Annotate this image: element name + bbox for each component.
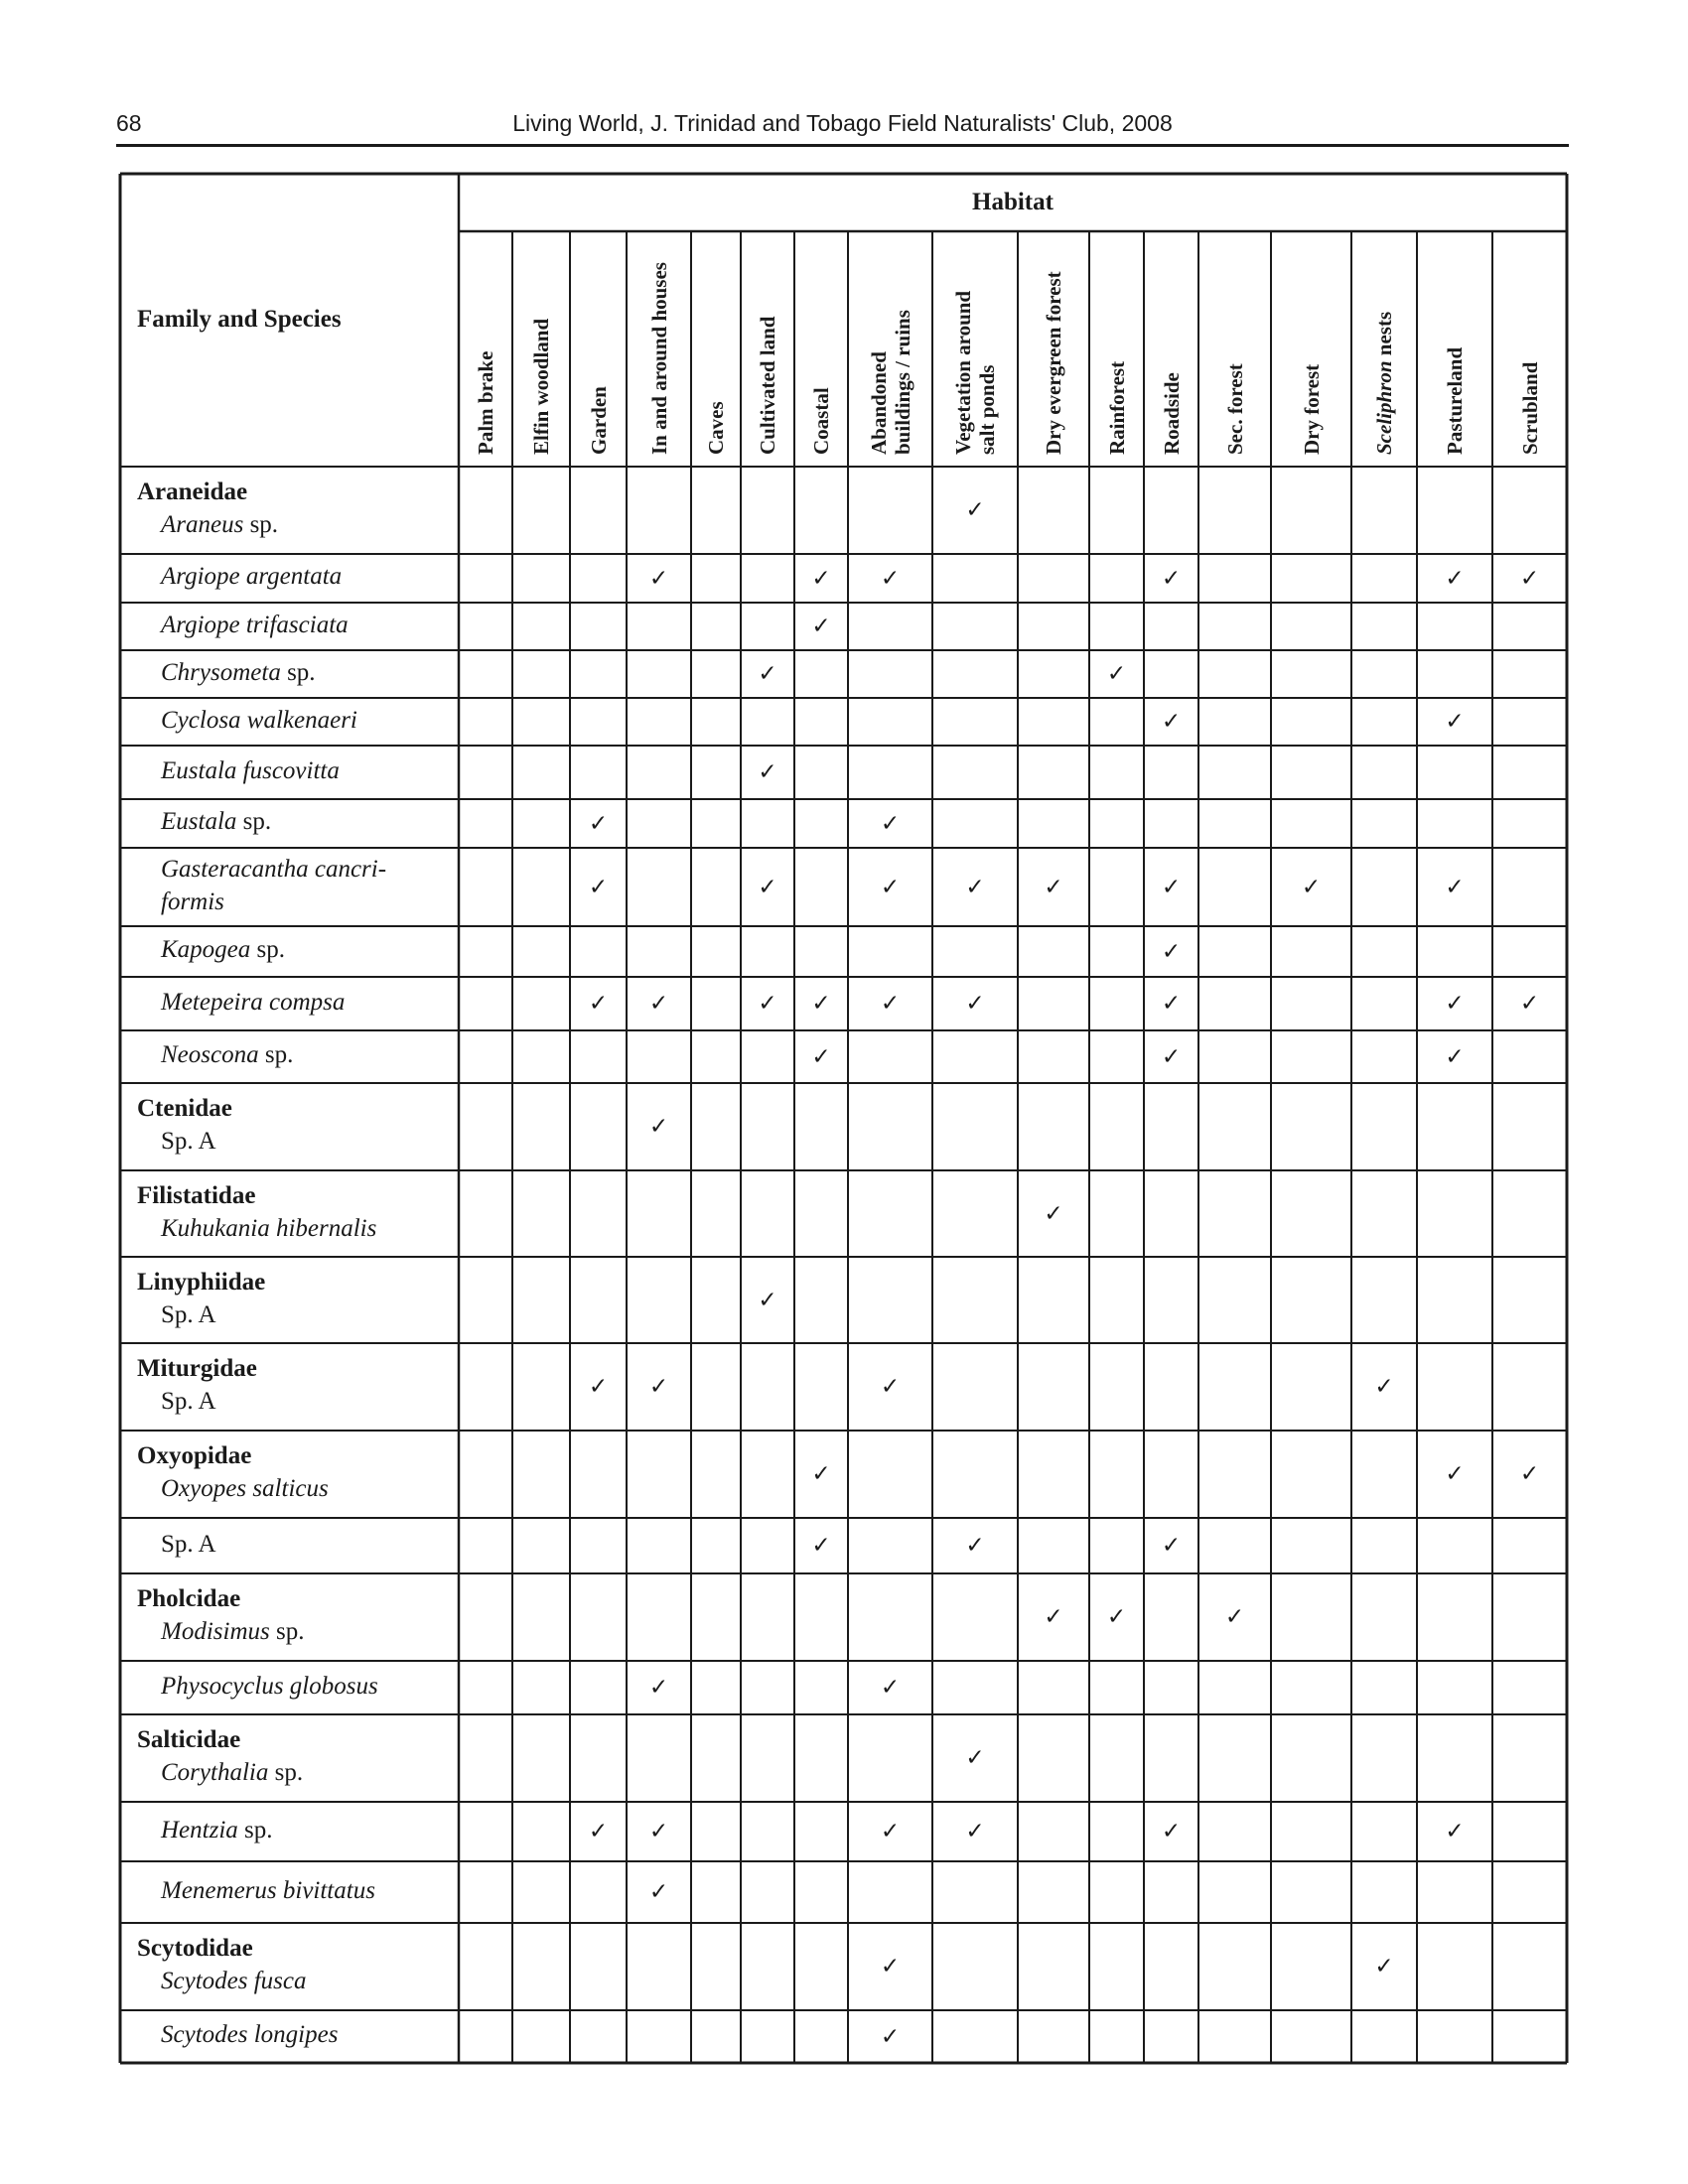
species-binomial: Cyclosa walkenaeri — [161, 706, 357, 734]
species-binomial: Argiope trifasciata — [161, 611, 349, 638]
check-mark: ✓ — [1161, 1043, 1182, 1070]
check-mark: ✓ — [1161, 874, 1182, 900]
column-label: Pastureland — [1443, 346, 1467, 455]
check-mark: ✓ — [1445, 991, 1465, 1017]
column-label: Garden — [586, 386, 611, 455]
column-label: Dry evergreen forest — [1042, 271, 1065, 455]
family-species-header: Family and Species — [137, 306, 342, 333]
check-mark: ✓ — [758, 874, 777, 900]
family-name: Miturgidae — [137, 1355, 257, 1382]
species-suffix: sp. — [243, 511, 279, 538]
species-name — [161, 612, 349, 639]
check-mark: ✓ — [880, 2023, 901, 2050]
check-mark: ✓ — [648, 565, 669, 592]
species-name — [161, 989, 345, 1017]
check-mark: ✓ — [1445, 1461, 1465, 1487]
species-binomial: Kuhukania hibernalis — [161, 1214, 377, 1242]
column-label: Sceliphron nests — [1372, 311, 1396, 455]
check-mark: ✓ — [648, 1374, 669, 1400]
species-binomial: Scytodes fusca — [161, 1968, 307, 1994]
column-label: In and around houses — [646, 262, 671, 455]
species-name — [161, 808, 271, 836]
species-name — [161, 1877, 375, 1905]
check-mark: ✓ — [811, 991, 831, 1017]
check-mark: ✓ — [1374, 1954, 1394, 1979]
species-name — [161, 936, 285, 964]
check-mark: ✓ — [880, 991, 901, 1017]
species-name — [161, 2021, 338, 2049]
check-mark: ✓ — [648, 1819, 669, 1844]
family-name: Ctenidae — [137, 1095, 232, 1122]
check-mark: ✓ — [588, 1374, 609, 1400]
check-mark: ✓ — [758, 759, 777, 785]
check-mark: ✓ — [1519, 565, 1540, 592]
check-mark: ✓ — [880, 1374, 901, 1400]
species-suffix: sp. — [250, 936, 286, 963]
column-label: Coastal — [809, 387, 833, 455]
species-name — [161, 1301, 216, 1329]
column-label: Caves — [704, 401, 728, 455]
check-mark: ✓ — [965, 1745, 985, 1771]
check-mark: ✓ — [588, 874, 609, 900]
species-name — [161, 888, 224, 916]
family-name: Oxyopidae — [137, 1442, 252, 1469]
species-binomial: Kapogea — [161, 936, 251, 963]
check-mark: ✓ — [880, 1954, 901, 1979]
family-name: Araneidae — [137, 478, 248, 505]
check-mark: ✓ — [811, 1043, 831, 1070]
species-name — [161, 707, 357, 735]
species-binomial: Chrysometa — [161, 658, 281, 686]
species-name — [161, 563, 342, 591]
species-name — [161, 757, 340, 785]
species-suffix: sp. — [280, 658, 316, 686]
check-mark: ✓ — [1445, 709, 1465, 735]
species-name — [161, 1618, 304, 1646]
check-mark: ✓ — [1161, 1533, 1182, 1559]
species-suffix: Sp. A — [161, 1128, 216, 1155]
species-name — [161, 1817, 273, 1844]
species-binomial: Corythalia — [161, 1759, 269, 1786]
check-mark: ✓ — [965, 497, 985, 523]
check-mark: ✓ — [880, 1819, 901, 1844]
species-binomial: Modisimus — [161, 1618, 270, 1645]
species-binomial: Oxyopes salticus — [161, 1475, 329, 1502]
check-mark: ✓ — [965, 874, 985, 900]
family-name: Salticidae — [137, 1726, 241, 1753]
species-name — [161, 659, 316, 687]
species-name — [161, 1388, 216, 1416]
column-label: Scrubland — [1517, 361, 1542, 455]
species-name — [161, 856, 386, 884]
species-name — [161, 1759, 303, 1787]
check-mark: ✓ — [880, 810, 901, 837]
check-mark: ✓ — [588, 1819, 609, 1844]
species-binomial: Scytodes longipes — [161, 2021, 339, 2048]
column-label: Cultivated land — [756, 316, 779, 455]
check-mark: ✓ — [588, 810, 609, 837]
species-suffix: Sp. A — [161, 1300, 216, 1328]
column-label: Sec. forest — [1222, 363, 1247, 455]
check-mark: ✓ — [1106, 1604, 1127, 1630]
species-suffix: Sp. A — [161, 1530, 216, 1558]
species-name — [161, 1128, 216, 1156]
species-suffix: sp. — [269, 1618, 305, 1645]
check-mark: ✓ — [1374, 1374, 1394, 1400]
species-binomial: Argiope argentata — [161, 563, 343, 590]
check-mark: ✓ — [1044, 1604, 1063, 1630]
check-mark: ✓ — [1161, 565, 1182, 592]
page-number: 68 — [116, 110, 142, 136]
column-label-italic: Sceliphron — [1372, 360, 1396, 455]
column-label: buildings / ruins — [890, 310, 914, 455]
check-mark: ✓ — [1445, 1819, 1465, 1844]
column-label: Palm brake — [474, 350, 497, 455]
check-mark: ✓ — [1301, 874, 1322, 900]
check-mark: ✓ — [811, 1461, 831, 1487]
species-binomial: Eustala fuscovitta — [161, 756, 340, 784]
check-mark: ✓ — [811, 1533, 831, 1559]
check-mark: ✓ — [588, 991, 609, 1017]
check-mark: ✓ — [1161, 709, 1182, 735]
species-binomial: Menemerus bivittatus — [161, 1876, 375, 1904]
species-suffix: sp. — [258, 1041, 294, 1068]
family-name: Linyphiidae — [137, 1268, 266, 1296]
check-mark: ✓ — [758, 1287, 777, 1313]
check-mark: ✓ — [758, 661, 777, 687]
check-mark: ✓ — [1161, 991, 1182, 1017]
species-binomial: Metepeira compsa — [161, 988, 346, 1016]
column-label: salt ponds — [975, 364, 999, 455]
species-name — [161, 1673, 378, 1701]
species-name — [161, 1215, 376, 1243]
check-mark: ✓ — [1445, 874, 1465, 900]
species-suffix: sp. — [268, 1759, 304, 1786]
species-name — [161, 1968, 306, 1995]
habitat-header: Habitat — [972, 189, 1054, 215]
check-mark: ✓ — [1519, 991, 1540, 1017]
column-label: Roadside — [1159, 372, 1184, 455]
check-mark: ✓ — [880, 874, 901, 900]
check-mark: ✓ — [1445, 565, 1465, 592]
check-mark: ✓ — [1161, 1819, 1182, 1844]
check-mark: ✓ — [965, 991, 985, 1017]
check-mark: ✓ — [1519, 1461, 1540, 1487]
check-mark: ✓ — [965, 1533, 985, 1559]
column-label: Elfin woodland — [529, 318, 553, 455]
species-suffix: Sp. A — [161, 1388, 216, 1415]
check-mark: ✓ — [648, 1114, 669, 1140]
species-binomial: Physocyclus globosus — [161, 1672, 378, 1700]
species-binomial: formis — [161, 887, 224, 915]
check-mark: ✓ — [880, 1675, 901, 1701]
check-mark: ✓ — [1224, 1604, 1245, 1630]
species-name — [161, 511, 278, 539]
check-mark: ✓ — [1161, 938, 1182, 965]
species-name — [161, 1041, 293, 1069]
species-binomial: Araneus — [161, 511, 244, 538]
check-mark: ✓ — [811, 614, 831, 639]
check-mark: ✓ — [758, 991, 777, 1017]
species-binomial: Gasteracantha cancri- — [161, 855, 387, 883]
column-label: Dry forest — [1299, 363, 1324, 455]
species-name — [161, 1531, 216, 1559]
species-name — [161, 1475, 329, 1503]
check-mark: ✓ — [648, 991, 669, 1017]
species-suffix: sp. — [237, 1816, 273, 1843]
check-mark: ✓ — [811, 565, 831, 592]
species-binomial: Neoscona — [161, 1041, 259, 1068]
species-suffix: sp. — [236, 808, 272, 835]
check-mark: ✓ — [648, 1675, 669, 1701]
check-mark: ✓ — [965, 1819, 985, 1844]
column-label: Rainforest — [1104, 360, 1129, 455]
column-label: Abandoned — [866, 351, 891, 455]
column-label: Vegetation around — [951, 290, 975, 455]
check-mark: ✓ — [1044, 1200, 1063, 1227]
species-binomial: Hentzia — [161, 1816, 238, 1843]
species-binomial: Eustala — [161, 808, 237, 835]
family-name: Scytodidae — [137, 1935, 253, 1962]
family-name: Pholcidae — [137, 1585, 241, 1612]
check-mark: ✓ — [1044, 874, 1063, 900]
check-mark: ✓ — [648, 1879, 669, 1905]
check-mark: ✓ — [880, 565, 901, 592]
check-mark: ✓ — [1106, 661, 1127, 687]
check-mark: ✓ — [1445, 1043, 1465, 1070]
journal-citation: Living World, J. Trinidad and Tobago Field Naturalists' Club, 2008 — [512, 110, 1173, 136]
family-name: Filistatidae — [137, 1181, 256, 1209]
